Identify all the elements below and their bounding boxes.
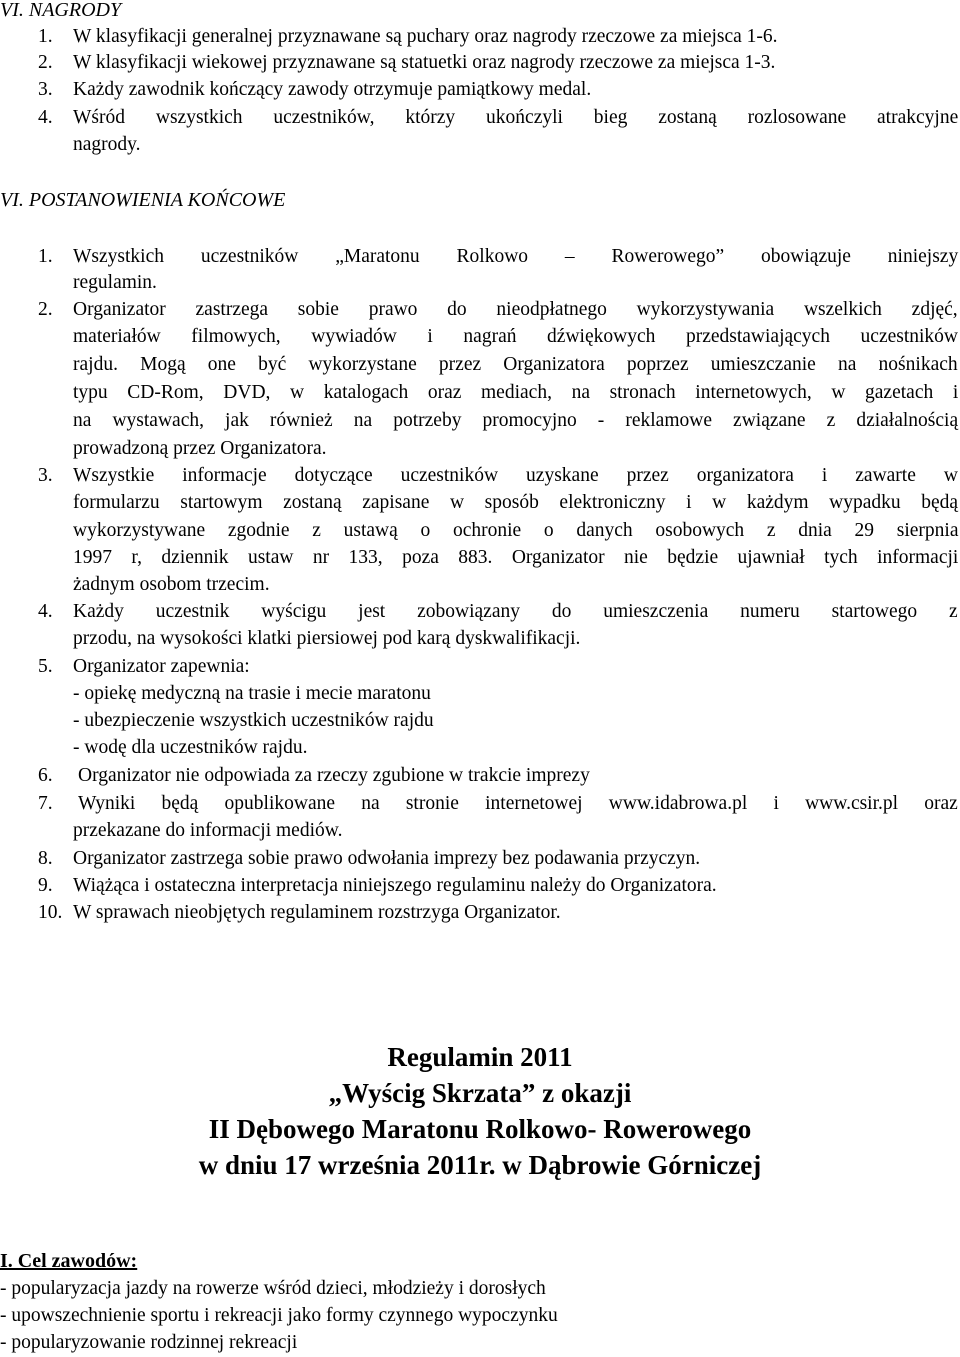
item-text-line: - ubezpieczenie wszystkich uczestników rajdu <box>73 710 434 731</box>
section-heading-nagrody: VI. NAGRODY <box>0 0 122 21</box>
item-text-line: na wystawach, jak również na potrzeby promocyjno - reklamowe związane z działalnością <box>73 410 959 431</box>
item-text-line: formularzu startowym zostaną zapisane w sposób elektroniczny i w każdym wypadku będą <box>73 492 959 513</box>
item-text-line: żadnym osobom trzecim. <box>73 574 270 595</box>
item-text-line: typu CD-Rom, DVD, w katalogach oraz mediach, na stronach internetowych, w gazetach i <box>73 382 959 403</box>
document-title-line: „Wyścig Skrzata” z okazji <box>328 1078 632 1108</box>
item-number: 3. <box>38 79 53 100</box>
item-text-line: Wyniki będą opublikowane na stronie internetowej www.idabrowa.pl i www.csir.pl oraz <box>78 793 958 814</box>
item-text-line: wykorzystywane zgodnie z ustawą o ochronie o danych osobowych z dnia 29 sierpnia <box>73 520 959 541</box>
item-text: Każdy zawodnik kończący zawody otrzymuje pamiątkowy medal. <box>73 79 592 100</box>
item-text-line: regulamin. <box>73 272 157 293</box>
item-text-line: Wszystkie informacje dotyczące uczestników uzyskane przez organizatora i zawarte w <box>73 465 958 486</box>
item-text-line: rajdu. Mogą one być wykorzystane przez Organizatora poprzez umieszczanie na nośnikach <box>73 354 958 375</box>
item-number: 2. <box>38 299 53 320</box>
goal-line: - popularyzacja jazdy na rowerze wśród dzieci, młodzieży i dorosłych <box>0 1278 546 1299</box>
item-number: 3. <box>38 465 53 486</box>
goal-line: - upowszechnienie sportu i rekreacji jako formy czynnego wypoczynku <box>0 1305 558 1326</box>
item-number: 2. <box>38 52 53 73</box>
document-title-line: II Dębowego Maratonu Rolkowo- Rowerowego <box>208 1114 752 1144</box>
goal-line: - popularyzowanie rodzinnej rekreacji <box>0 1332 298 1353</box>
item-number: 4. <box>38 601 53 622</box>
item-text-line: 1997 r, dziennik ustaw nr 133, poza 883. Organizator nie będzie ujawniał tych informacji <box>73 547 959 568</box>
item-number: 1. <box>38 246 53 267</box>
document-title-line: Regulamin 2011 <box>387 1042 573 1072</box>
item-text: W sprawach nieobjętych regulaminem rozstrzyga Organizator. <box>73 902 561 923</box>
item-number: 1. <box>38 26 53 47</box>
item-number: 6. <box>38 765 53 786</box>
item-text: Wiążąca i ostateczna interpretacja niniejszego regulaminu należy do Organizatora. <box>73 875 717 896</box>
item-text-line: Wśród wszystkich uczestników, którzy ukończyli bieg zostaną rozlosowane atrakcyjne <box>73 107 959 128</box>
item-number: 10. <box>38 902 63 923</box>
document-title-line: w dniu 17 września 2011r. w Dąbrowie Górniczej <box>198 1150 762 1180</box>
section-heading-cel: I. Cel zawodów: <box>0 1250 138 1272</box>
item-text-line: przekazane do informacji mediów. <box>73 820 343 841</box>
item-text: W klasyfikacji wiekowej przyznawane są statuetki oraz nagrody rzeczowe za miejsca 1-3. <box>73 52 776 73</box>
item-number: 4. <box>38 107 53 128</box>
item-text-line: materiałów filmowych, wywiadów i nagrań dźwiękowych przedstawiających uczestników <box>73 326 959 347</box>
item-text: Organizator zastrzega sobie prawo odwołania imprezy bez podawania przyczyn. <box>73 848 701 869</box>
item-text-line: przodu, na wysokości klatki piersiowej pod karą dyskwalifikacji. <box>73 628 581 649</box>
item-text-line: prowadzoną przez Organizatora. <box>73 438 327 459</box>
item-text-line: Wszystkich uczestników „Maratonu Rolkowo – Rowerowego” obowiązuje niniejszy <box>73 246 959 267</box>
item-text-line: nagrody. <box>73 134 141 155</box>
item-text: W klasyfikacji generalnej przyznawane są puchary oraz nagrody rzeczowe za miejsca 1-6. <box>73 26 778 47</box>
item-text-line: Każdy uczestnik wyścigu jest zobowiązany do umieszczenia numeru startowego z <box>73 601 958 622</box>
item-number: 5. <box>38 656 53 677</box>
item-text-line: - opiekę medyczną na trasie i mecie maratonu <box>73 683 431 704</box>
item-text: Organizator nie odpowiada za rzeczy zgubione w trakcie imprezy <box>78 765 590 786</box>
item-text-line: Organizator zastrzega sobie prawo do nieodpłatnego wykorzystywania wszelkich zdjęć, <box>73 299 958 320</box>
item-number: 8. <box>38 848 53 869</box>
section-heading-postanowienia: VI. POSTANOWIENIA KOŃCOWE <box>0 189 286 211</box>
item-number: 9. <box>38 875 53 896</box>
item-text-line: - wodę dla uczestników rajdu. <box>73 737 308 758</box>
item-text-line: Organizator zapewnia: <box>73 656 250 677</box>
item-number: 7. <box>38 793 53 814</box>
